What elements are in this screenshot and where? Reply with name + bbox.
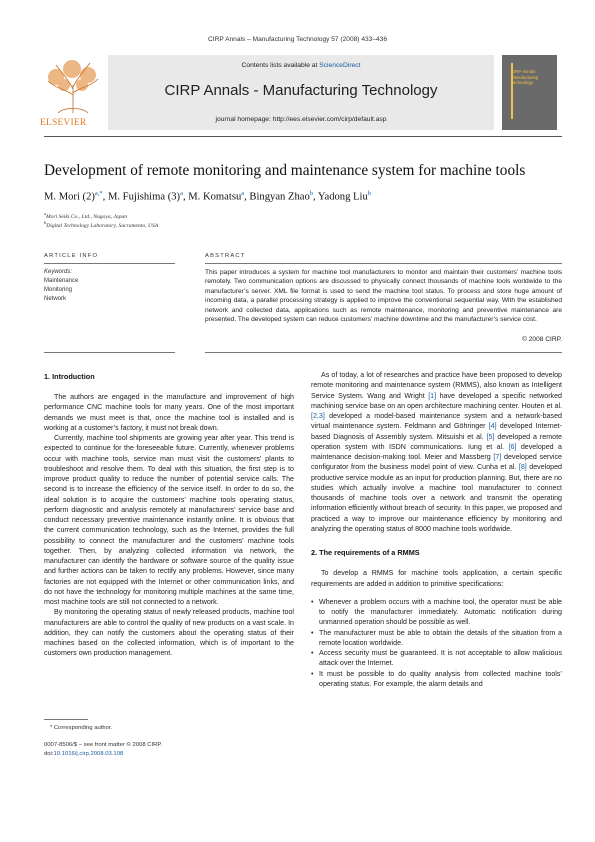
cover-title: CIRP Annals Manufacturing Technology: [511, 69, 539, 85]
right-column-body: [311, 370, 562, 689]
keyword: Maintenance: [44, 278, 79, 284]
journal-cover-image: [502, 55, 557, 130]
paragraph: By monitoring the operating status of newly released products, machine tool manufacturers are able to control the quality of new products on a vast scale. In addition, they can notify the customers about the operating status of their machines based on the collected information, which is of important to the customers own production management.: [44, 608, 294, 658]
author-affil-marker[interactable]: b: [367, 190, 371, 197]
paragraph: To develop a RMMS for machine tools application, a certain specific requirements are added in addition to primitive specifications:: [311, 569, 562, 588]
citation-link[interactable]: [1]: [428, 391, 437, 400]
doi-line: doi:10.1016/j.cirp.2008.03.108: [44, 751, 124, 757]
doi-link[interactable]: 10.1016/j.cirp.2008.03.108: [53, 751, 124, 757]
paragraph: The authors are engaged in the manufacture and improvement of high performance CNC machine tools for many years. One of the most important demands we must meet is that, once the machine tool is installed and is working at a customer’s factory, it must not break down.: [44, 393, 294, 432]
footnote-rule: [44, 719, 88, 720]
affiliation: $^b$Digital Technology Laboratory, Sacramento, USA: [44, 220, 159, 229]
running-head: CIRP Annals – Manufacturing Technology 57 (2008) 433–436: [207, 36, 387, 43]
author-affil-marker[interactable]: a: [180, 190, 183, 197]
requirements-list: [311, 597, 562, 689]
abstract-copyright: © 2008 CIRP.: [522, 336, 562, 343]
journal-title: CIRP Annals - Manufacturing Technology: [164, 82, 438, 99]
author-affil-marker[interactable]: a: [241, 190, 245, 197]
citation-link[interactable]: [8]: [518, 463, 527, 472]
abstract-text: This paper introduces a system for machine tool manufacturers to monitor and maintain their customers’ machine tools remotely. Two communication options are discussed to physically connect thousands of machine tools worldwide to the manufacturer’s server. XML file format is used to send the machine tool status. To process and store huge amount of incoming data, a parallel processing strategy is applied to improve the conventional sequential way. With the established network and collected data, applications such as remote maintenance, monitoring and preventive maintenance are presented. The developed system can reduce customers’ machine downtime and the manufacturer’s service cost.: [205, 269, 562, 324]
section-heading-requirements: 2. The requirements of a RMMS: [311, 548, 420, 557]
paragraph: As of today, a lot of researches and practice have been proposed to develop remote monitoring and maintenance system (RMMS), also known as Intelligent Service System. Wang and Wright [1] have developed a specific networked machining service base on an open architecture machining center. Houten et al. [2,3] developed a model-based maintenance system and a network-based virtual maintenance system. Feldmann and Göhringer [4] developed Internet-based Diagnosis of Assembly system. Mitsuishi et al. [5] developed a remote operation system with ISDN communications. Iung et al. [6] developed a maintenance decision-making tool. Meier and Massberg [7] developed service configurator from the business model point of view. Cunha et al. [8] developed productive service module as an input for production planning. But, there are no studies which actually involve a machine tool manufacturer to connect thousands of machine tools over a network and transmit the operating information efficiently without breach of security. In this paper, we proposed and practiced a way to improve our maintenance efficiency by monitoring and analyzing the operating status of 8000 machine tools worldwide.: [311, 371, 563, 533]
front-matter-line: 0007-8506/$ – see front matter © 2008 CIRP.: [44, 742, 163, 748]
list-item: • Access security must be guaranteed. It is not acceptable to allow malicious attack over the Internet.: [311, 648, 562, 669]
divider: [44, 263, 175, 264]
keywords-label: Keywords:: [44, 269, 73, 275]
contents-prefix: Contents lists available at: [241, 62, 320, 69]
list-item: • The manufacturer must be able to obtain the details of the situation from a remote location worldwide.: [311, 628, 562, 649]
masthead-rule: [44, 136, 562, 137]
author: Bingyan Zhao: [249, 191, 310, 203]
author: M. Fujishima (3): [107, 191, 181, 203]
section-heading-introduction: 1. Introduction: [44, 372, 95, 381]
abstract-header: ABSTRACT: [205, 253, 246, 259]
divider: [205, 352, 562, 353]
author: M. Komatsu: [188, 191, 242, 203]
article-info-header: ARTICLE INFO: [44, 253, 99, 259]
journal-homepage[interactable]: journal homepage: http://ees.elsevier.com/cirp/default.asp: [215, 116, 387, 123]
author-list: M. Mori $(2)^{a,*}$, M. Fujishima $(3)^a$, M. Komatsu$^a$, Bingyan Zhao$^b$, Yadong Liu$^b$: [44, 190, 371, 203]
affiliation: $^a$Mori Seiki Co., Ltd., Nagoya, Japan: [44, 211, 128, 220]
contents-line: [108, 62, 494, 69]
keyword: Network: [44, 296, 67, 302]
citation-link[interactable]: [5]: [486, 432, 495, 441]
publisher-name: ELSEVIER: [40, 118, 87, 128]
article-title: Development of remote monitoring and maintenance system for machine tools: [44, 162, 526, 179]
list-item: • It must be possible to do quality analysis from collected machine tools’ operating status. For example, the alarm details and: [311, 669, 562, 690]
elsevier-tree-icon: [38, 55, 108, 117]
author-affil-marker[interactable]: b: [309, 190, 313, 197]
left-column-body: [44, 392, 294, 659]
corresponding-author-footnote: * Corresponding author.: [50, 725, 113, 731]
divider: [44, 352, 175, 353]
citation-link[interactable]: [2,3]: [311, 412, 325, 420]
keyword: Monitoring: [44, 287, 73, 293]
list-item: • Whenever a problem occurs with a machine tool, the operator must be able to notify the manufacturer immediately. Automatic notification during unmanned operation should be possible as well.: [311, 597, 562, 628]
citation-link[interactable]: [7]: [493, 453, 502, 461]
paragraph: Currently, machine tool shipments are growing year after year. This trend is expected to continue for the foreseeable future. Currently, whenever problems occur with machine tools, service man must visit the customers’ plants to troubleshoot and resolve them. To deal with this situation, the first step is to improve product quality to reduce the number of potential service calls. The second is to increase the efficiency of the service itself. In order to do so, the ideal solution is to acquire the customers’ machine tools operating status, perform diagnostic and analysis remotely at manufacturers’ service base and conduct necessary preventive maintenance instantly online. It is obvious that the current communication technology, such as the Internet, provides the full possibility to connect the manufacturer and the customers’ machine tools together. Then, by analyzing collected information via network, the manufacturer can identify the hardware or software source of the quality issue and further actions can be taken to rectify any problems. However, since many factories are not equipped with the Internet or other communication links, and do not have the technology for monitoring multiple machines at the same time, most machine tools are still not connected to a network.: [44, 434, 294, 606]
author: M. Mori (2): [44, 191, 95, 203]
sciencedirect-link[interactable]: ScienceDirect: [319, 62, 361, 69]
divider: [205, 263, 562, 264]
author-affil-marker[interactable]: a,*: [94, 190, 103, 197]
citation-link[interactable]: [6]: [508, 442, 517, 451]
author: Yadong Liu: [317, 191, 368, 203]
citation-link[interactable]: [4]: [488, 422, 497, 431]
